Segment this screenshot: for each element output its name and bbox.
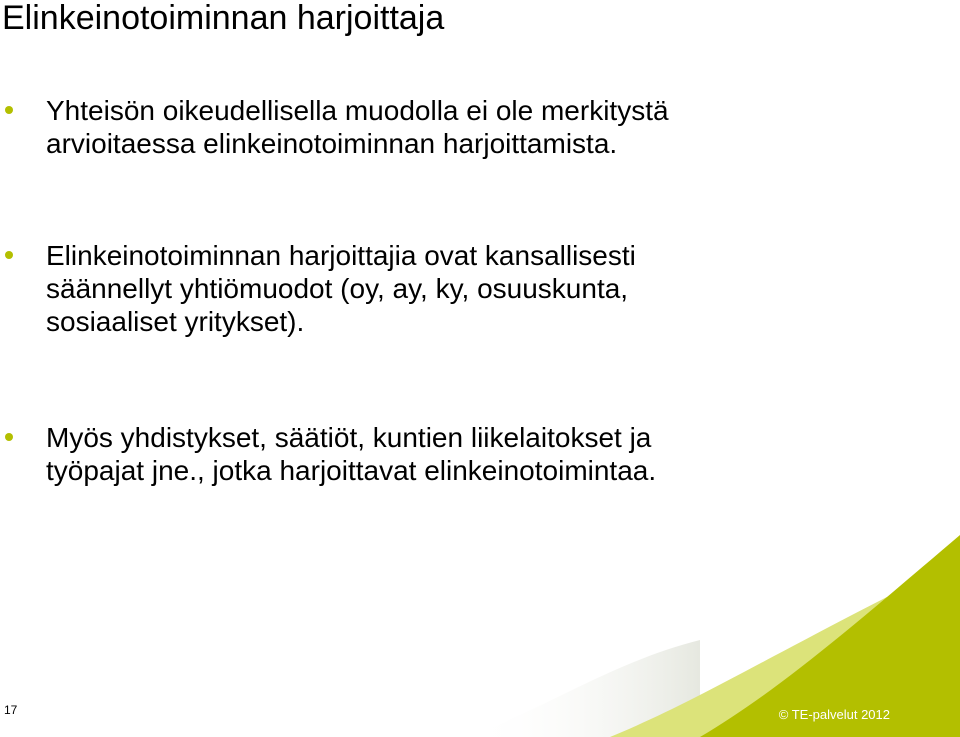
page-number: 17 (4, 703, 18, 717)
bullet-line: säännellyt yhtiömuodot (oy, ay, ky, osuuskunta, (46, 273, 629, 304)
bullet-item (46, 421, 906, 487)
bullet-line: Myös yhdistykset, säätiöt, kuntien liikelaitokset ja (46, 422, 652, 453)
footer-copyright: © TE-palvelut 2012 (778, 707, 890, 722)
bullet-item (46, 239, 906, 338)
bullet-dot-icon (5, 106, 13, 114)
bullet-line: Yhteisön oikeudellisella muodolla ei ole merkitystä (46, 95, 669, 126)
bullet-line: sosiaaliset yritykset). (46, 306, 305, 337)
bullet-line: Elinkeinotoiminnan harjoittajia ovat kansallisesti (46, 240, 636, 271)
bullet-item (46, 94, 906, 160)
bullet-dot-icon (5, 251, 13, 259)
bullet-dot-icon (5, 433, 13, 441)
bullet-line: työpajat jne., jotka harjoittavat elinkeinotoimintaa. (46, 455, 657, 486)
slide-title: Elinkeinotoiminnan harjoittaja (2, 0, 445, 37)
bullet-line: arvioitaessa elinkeinotoiminnan harjoittamista. (46, 128, 618, 159)
